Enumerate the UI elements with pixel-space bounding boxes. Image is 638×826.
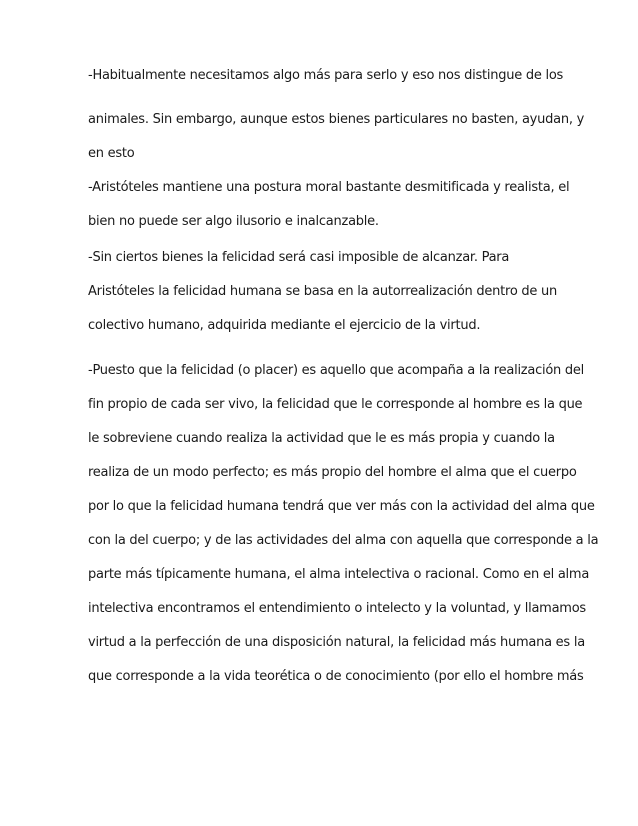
paragraph-4-line-7: parte más típicamente humana, el alma intelectiva o racional. Como en el alma [88,567,590,582]
paragraph-4-line-8: intelectiva encontramos el entendimiento o intelecto y la voluntad, y llamamos [88,601,586,616]
paragraph-2-line-1: -Aristóteles mantiene una postura moral bastante desmitificada y realista, el [88,180,570,195]
paragraph-1-line-3: en esto [88,146,135,161]
paragraph-1-line-1: -Habitualmente necesitamos algo más para serlo y eso nos distingue de los [88,68,564,83]
paragraph-4-line-6: con la del cuerpo; y de las actividades del alma con aquella que corresponde a la [88,533,599,548]
paragraph-3-line-3: colectivo humano, adquirida mediante el ejercicio de la virtud. [88,318,481,333]
paragraph-4-line-2: fin propio de cada ser vivo, la felicidad que le corresponde al hombre es la que [88,397,583,412]
paragraph-2-line-2: bien no puede ser algo ilusorio e inalcanzable. [88,214,379,229]
paragraph-3-line-1: -Sin ciertos bienes la felicidad será casi imposible de alcanzar. Para [88,250,510,265]
paragraph-4-line-4: realiza de un modo perfecto; es más propio del hombre el alma que el cuerpo [88,465,577,480]
paragraph-4-line-5: por lo que la felicidad humana tendrá que ver más con la actividad del alma que [88,499,595,514]
paragraph-4-line-3: le sobreviene cuando realiza la actividad que le es más propia y cuando la [88,431,555,446]
paragraph-3-line-2: Aristóteles la felicidad humana se basa en la autorrealización dentro de un [88,284,558,299]
paragraph-4-line-9: virtud a la perfección de una disposición natural, la felicidad más humana es la [88,635,585,650]
paragraph-4-line-1: -Puesto que la felicidad (o placer) es aquello que acompaña a la realización del [88,363,585,378]
paragraph-1-line-2: animales. Sin embargo, aunque estos bienes particulares no basten, ayudan, y [88,112,585,127]
paragraph-4-line-10: que corresponde a la vida teorética o de conocimiento (por ello el hombre más [88,669,584,684]
